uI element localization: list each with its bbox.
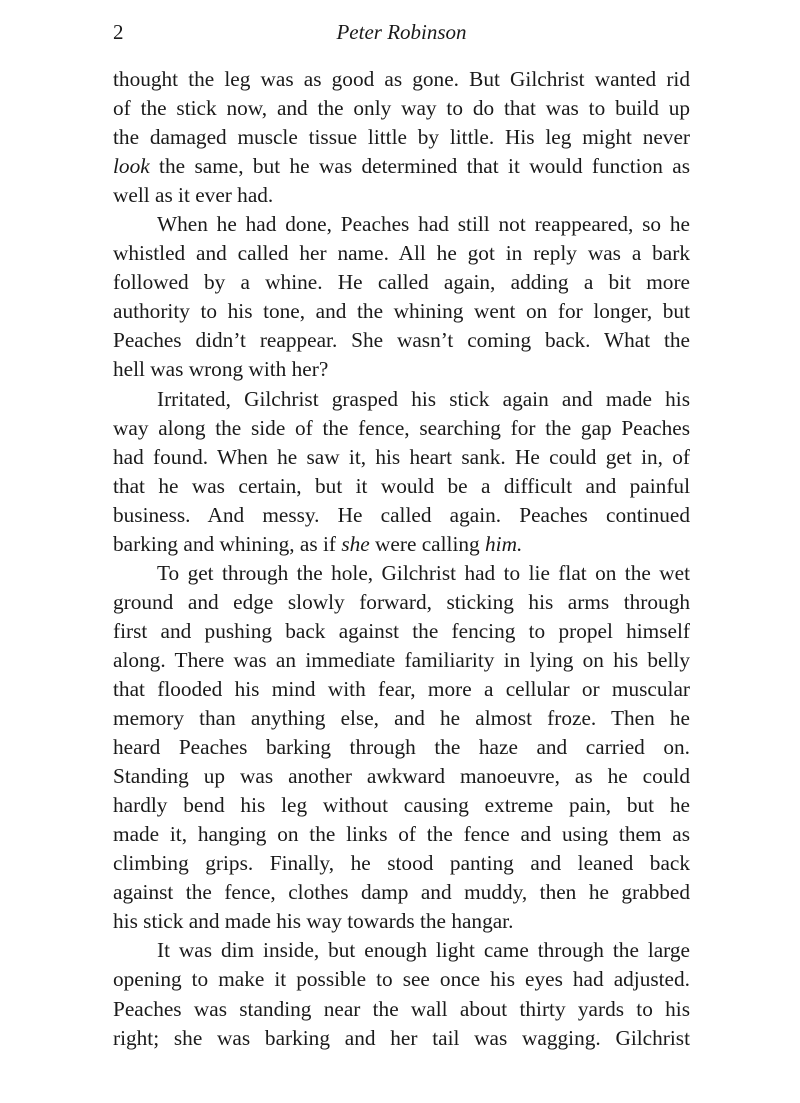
text-line	[113, 152, 690, 181]
text-run: It was dim inside, but enough light came through the large	[157, 938, 690, 963]
text-run: the same, but he was determined that it would function as	[149, 154, 690, 179]
text-run: business. And messy. He called again. Peaches continued	[113, 502, 690, 527]
text-line	[113, 849, 690, 878]
text-line	[113, 936, 690, 965]
text-run: well as it ever had.	[113, 183, 274, 208]
text-run: of the stick now, and the only way to do that was to build up	[113, 96, 690, 121]
italic-text: she	[341, 531, 370, 556]
text-run: had found. When he saw it, his heart sank. He could get in, of	[113, 444, 690, 469]
text-run: right; she was barking and her tail was wagging. Gilchrist	[113, 1025, 690, 1050]
text-run: hell was wrong with her?	[113, 357, 329, 382]
text-run: were calling	[369, 531, 486, 556]
paragraph	[113, 936, 690, 1052]
text-run: hardly bend his leg without causing extreme pain, but he	[113, 793, 690, 818]
text-line	[113, 878, 690, 907]
text-run: first and pushing back against the fencing to propel himself	[113, 618, 690, 643]
text-line	[113, 65, 690, 94]
text-line	[113, 472, 690, 501]
text-line	[113, 559, 690, 588]
text-run: When he had done, Peaches had still not reappeared, so he	[157, 212, 690, 237]
text-line	[113, 239, 690, 268]
text-run: along. There was an immediate familiarity in lying on his belly	[113, 647, 690, 672]
text-line	[113, 675, 690, 704]
text-line	[113, 94, 690, 123]
text-line	[113, 181, 690, 210]
text-line	[113, 414, 690, 443]
text-line	[113, 530, 690, 559]
text-run: followed by a whine. He called again, adding a bit more	[113, 270, 690, 295]
text-line	[113, 268, 690, 297]
paragraph	[113, 559, 690, 937]
text-line	[113, 704, 690, 733]
text-run: whistled and called her name. All he got in reply was a bark	[113, 241, 690, 266]
text-line	[113, 995, 690, 1024]
text-line	[113, 762, 690, 791]
text-line	[113, 443, 690, 472]
running-head: Peter Robinson	[336, 20, 467, 44]
text-run: the damaged muscle tissue little by little. His leg might never	[113, 125, 690, 150]
text-line	[113, 385, 690, 414]
text-line	[113, 1024, 690, 1053]
text-line	[113, 617, 690, 646]
text-line	[113, 733, 690, 762]
text-run: thought the leg was as good as gone. But Gilchrist wanted rid	[113, 67, 690, 91]
text-line	[113, 210, 690, 239]
text-run: against the fence, clothes damp and muddy, then he grabbed	[113, 880, 690, 905]
text-line	[113, 501, 690, 530]
text-run: Peaches was standing near the wall about thirty yards to his	[113, 996, 690, 1021]
text-run: barking and whining, as if	[113, 531, 342, 556]
text-line	[113, 791, 690, 820]
page-number: 2	[113, 20, 124, 44]
text-run: To get through the hole, Gilchrist had to lie flat on the wet	[157, 560, 690, 585]
text-line	[113, 965, 690, 994]
text-run: ground and edge slowly forward, sticking his arms through	[113, 589, 690, 614]
text-run: memory than anything else, and he almost froze. Then he	[113, 706, 690, 731]
text-run: opening to make it possible to see once his eyes had adjusted.	[113, 967, 690, 992]
page-header	[113, 16, 690, 48]
text-line	[113, 820, 690, 849]
body-text	[113, 65, 690, 1053]
text-run: Peaches didn’t reappear. She wasn’t coming back. What the	[113, 328, 690, 353]
text-line	[113, 646, 690, 675]
text-run: heard Peaches barking through the haze and carried on.	[113, 735, 690, 760]
text-line	[113, 326, 690, 355]
text-run: that flooded his mind with fear, more a cellular or muscular	[113, 676, 690, 701]
italic-text: him.	[485, 531, 523, 556]
text-run: Standing up was another awkward manoeuvre, as he could	[113, 764, 690, 789]
text-line	[113, 907, 690, 936]
paragraph	[113, 210, 690, 384]
paragraph	[113, 65, 690, 210]
text-run: Irritated, Gilchrist grasped his stick again and made his	[157, 386, 690, 411]
text-line	[113, 123, 690, 152]
italic-text: look	[113, 154, 150, 179]
book-page	[113, 16, 690, 1053]
text-run: authority to his tone, and the whining went on for longer, but	[113, 299, 690, 324]
paragraph	[113, 385, 690, 559]
text-run: made it, hanging on the links of the fence and using them as	[113, 822, 690, 847]
text-run: way along the side of the fence, searching for the gap Peaches	[113, 415, 690, 440]
text-run: that he was certain, but it would be a difficult and painful	[113, 473, 690, 498]
text-line	[113, 297, 690, 326]
text-line	[113, 588, 690, 617]
text-run: his stick and made his way towards the hangar.	[113, 909, 514, 934]
text-line	[113, 355, 690, 384]
text-run: climbing grips. Finally, he stood panting and leaned back	[113, 851, 690, 876]
